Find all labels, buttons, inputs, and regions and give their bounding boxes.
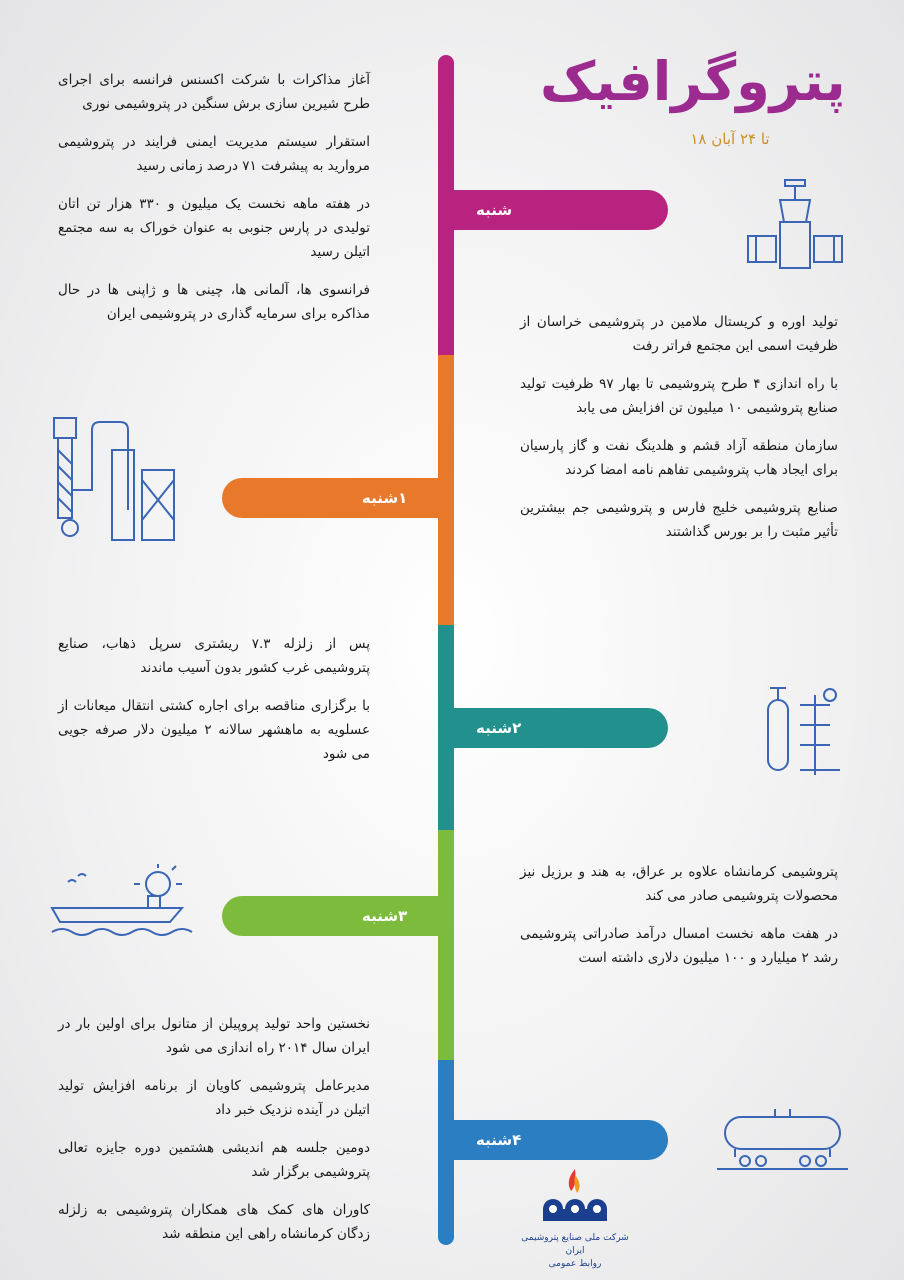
news-item: فرانسوی ها، آلمانی ها، چینی ها و ژاپنی ها در حال مذاکره برای سرمایه گذاری در پتروشیمی ایران: [58, 282, 370, 322]
valve-icon: [740, 178, 850, 273]
day-tab-wednesday: [446, 1120, 668, 1160]
day-tab-monday: [446, 708, 668, 748]
news-item: نخستین واحد تولید پروپیلن از متانول برای اولین بار در ایران سال ۲۰۱۴ راه اندازی می شود: [58, 1016, 370, 1056]
logo-caption: [520, 1232, 630, 1271]
gas-cylinder-icon: [760, 680, 845, 780]
day-tab-saturday: [446, 190, 668, 230]
day-label: ۲شنبه: [476, 719, 522, 737]
logo-caption-line1: شرکت ملی صنایع پتروشیمی ایران: [521, 1233, 629, 1256]
tanker-ship-icon: [48, 862, 198, 942]
news-item: پس از زلزله ۷.۳ ریشتری سرپل ذهاب، صنایع پتروشیمی غرب کشور بدون آسیب ماندند: [58, 636, 371, 676]
news-item: پتروشیمی کرمانشاه علاوه بر عراق، به هند و برزیل نیز محصولات پتروشیمی صادر می کند: [520, 864, 838, 904]
day-label: شنبه: [476, 201, 513, 219]
news-item: کاوران های کمک های همکاران پتروشیمی به زلزله زدگان کرمانشاه راهی این منطقه شد: [58, 1202, 370, 1242]
news-block-sunday: [520, 310, 838, 558]
news-block-monday: [58, 632, 370, 780]
timeline-segment-4: [438, 830, 454, 1060]
news-item: با راه اندازی ۴ طرح پتروشیمی تا بهار ۹۷ ظرفیت تولید صنایع پتروشیمی ۱۰ میلیون تن افزایش می یابد: [520, 376, 838, 416]
news-item: تولید اوره و کریستال ملامین در پتروشیمی خراسان از ظرفیت اسمی این مجتمع فراتر رفت: [520, 314, 838, 354]
news-item: مدیرعامل پتروشیمی کاویان از برنامه افزایش تولید اتیلن در آینده نزدیک خبر داد: [58, 1078, 370, 1118]
news-item: دومین جلسه هم اندیشی هشتمین دوره جایزه تعالی پتروشیمی برگزار شد: [58, 1140, 370, 1180]
page-title: پتروگرافیک: [540, 50, 846, 113]
news-item: در هفته ماهه نخست یک میلیون و ۳۳۰ هزار تن اتان تولیدی در پارس جنوبی به عنوان خوراک به سه مجتمع اتیلن رسید: [58, 196, 370, 260]
news-item: با برگزاری مناقصه برای اجاره کشتی انتقال میعانات از عسلویه به ماهشهر سالانه ۲ میلیون دلار صرفه جویی می شود: [58, 698, 370, 762]
day-tab-sunday: [222, 478, 446, 518]
refinery-icon: [46, 410, 181, 545]
news-block-wednesday: [58, 1012, 370, 1260]
news-item: آغاز مذاکرات با شرکت اکسنس فرانسه برای اجرای طرح شیرین سازی برش سنگین در پتروشیمی نوری: [58, 72, 370, 112]
news-item: در هفت ماهه نخست امسال درآمد صادراتی پتروشیمی رشد ۲ میلیارد و ۱۰۰ میلیون دلاری داشته است: [520, 926, 838, 966]
day-label: ۳شنبه: [362, 907, 408, 925]
day-label: ۴شنبه: [476, 1131, 522, 1149]
news-block-saturday: [58, 68, 370, 340]
news-item: سازمان منطقه آزاد قشم و هلدینگ نفت و گاز پارسیان برای ایجاد هاب پتروشیمی تفاهم نامه امضا کردند: [520, 438, 838, 478]
day-tab-tuesday: [222, 896, 446, 936]
news-item: استقرار سیستم مدیریت ایمنی فرایند در پتروشیمی مروارید به پیشرفت ۷۱ درصد زمانی رسید: [58, 134, 370, 174]
day-label: ۱شنبه: [362, 489, 408, 507]
news-item: صنایع پتروشیمی خلیج فارس و پتروشیمی جم بیشترین تأثیر مثبت را بر بورس گذاشتند: [520, 500, 838, 540]
news-block-tuesday: [520, 860, 838, 984]
date-range: ۱۸ تا ۲۴ آبان: [690, 130, 770, 148]
nipc-logo-icon: [535, 1165, 615, 1230]
rail-tanker-icon: [715, 1105, 850, 1175]
logo-caption-line2: روابط عمومی: [548, 1259, 602, 1269]
